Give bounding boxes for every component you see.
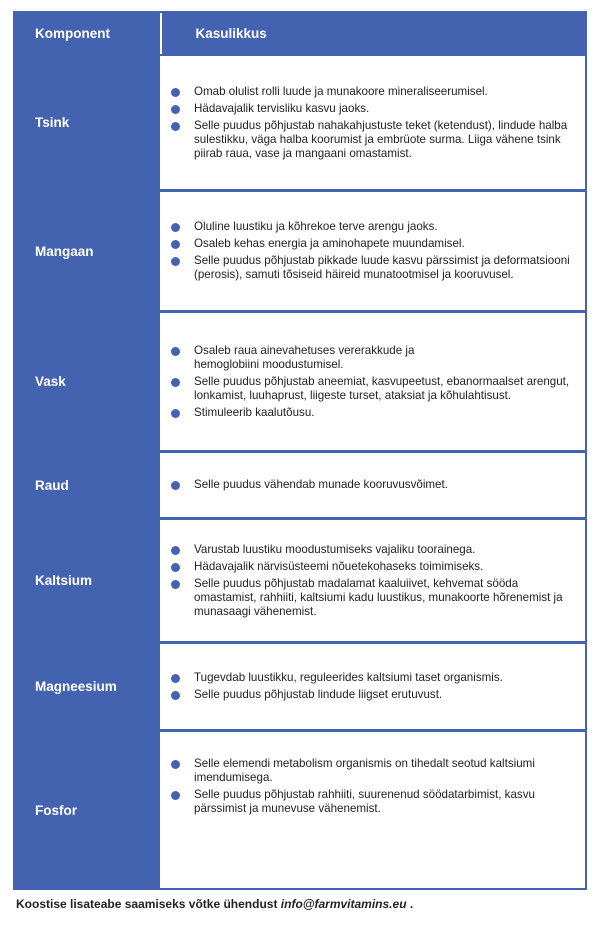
nutrient-table — [13, 11, 587, 890]
row-name: Fosfor — [35, 802, 77, 818]
row-name: Mangaan — [35, 243, 94, 259]
row-description — [160, 453, 585, 517]
row-description — [160, 732, 585, 888]
table-row-magneesium — [15, 644, 585, 729]
table-row-vask — [15, 313, 585, 450]
list-item: Selle puudus põhjustab nahakahjustuste teket (ketendust), lindude halba sulestikku, väga halba koorumist ja embrüote surma. Liiga vähene tsink piirab raua, vase ja mangaani omastamist. — [171, 119, 571, 161]
row-description — [160, 313, 585, 450]
list-item: Stimuleerib kaalutõusu. — [171, 406, 571, 420]
footer-end: . — [409, 897, 414, 911]
header-kasulikkus: Kasulikkus — [195, 26, 267, 41]
table-row-fosfor — [15, 732, 585, 888]
row-description — [160, 192, 585, 310]
row-name: Tsink — [35, 115, 70, 130]
row-name: Magneesium — [35, 679, 117, 694]
list-item: Selle elemendi metabolism organismis on tihedalt seotud kaltsiumi imendumisega. — [171, 757, 571, 785]
table-row-tsink — [15, 56, 585, 189]
list-item: Hädavajalik tervisliku kasvu jaoks. — [171, 102, 571, 116]
list-item: Varustab luustiku moodustumiseks vajaliku toorainega. — [171, 543, 571, 557]
row-description — [160, 520, 585, 641]
list-item: Osaleb raua ainevahetuses vererakkude ja hemoglobiini moodustumisel. — [171, 344, 571, 372]
table-header — [15, 13, 585, 54]
list-item: Selle puudus põhjustab madalamat kaaluiivet, kehvemat sööda omastamist, rahhiiti, kaltsiumi kadu luustikus, munakoorte hõrenemist ja munasaagi vähenemist. — [171, 577, 571, 619]
row-name: Kaltsium — [35, 573, 93, 588]
contact-footer — [16, 897, 413, 911]
row-description — [160, 56, 585, 189]
list-item: Selle puudus põhjustab aneemiat, kasvupeetust, ebanormaalset arengut, lonkamist, luuhaprust, liigeste turset, ataksiat ja kõhulahtisust. — [171, 375, 571, 403]
list-item: Selle puudus põhjustab lindude liigset erutuvust. — [171, 688, 571, 702]
contact-email-link[interactable]: info@farmvitamins.eu — [280, 897, 407, 911]
table-row-raud — [15, 453, 585, 517]
footer-text: Koostise lisateabe saamiseks võtke ühendust — [16, 897, 278, 911]
table-row-mangaan — [15, 192, 585, 310]
list-item: Selle puudus põhjustab rahhiiti, suurenenud söödatarbimist, kasvu pärssimist ja munevuse vähenemist. — [171, 788, 571, 816]
list-item: Omab olulist rolli luude ja munakoore mineraliseerumisel. — [171, 85, 571, 99]
list-item: Selle puudus vähendab munade kooruvusvõimet. — [171, 478, 571, 492]
list-item: Osaleb kehas energia ja aminohapete muundamisel. — [171, 237, 571, 251]
row-name: Raud — [35, 477, 69, 493]
row-name: Vask — [35, 374, 66, 389]
table-row-kaltsium — [15, 520, 585, 641]
list-item: Tugevdab luustikku, reguleerides kaltsiumi taset organismis. — [171, 671, 571, 685]
list-item: Oluline luustiku ja kõhrekoe terve arengu jaoks. — [171, 220, 571, 234]
list-item: Selle puudus põhjustab pikkade luude kasvu pärssimist ja deformatsiooni (perosis), samuti tõsiseid häireid munatootmisel ja kooruvusel. — [171, 254, 571, 282]
header-komponent: Komponent — [35, 26, 110, 41]
row-description — [160, 644, 585, 729]
list-item: Hädavajalik närvisüsteemi nõuetekohaseks toimimiseks. — [171, 560, 571, 574]
